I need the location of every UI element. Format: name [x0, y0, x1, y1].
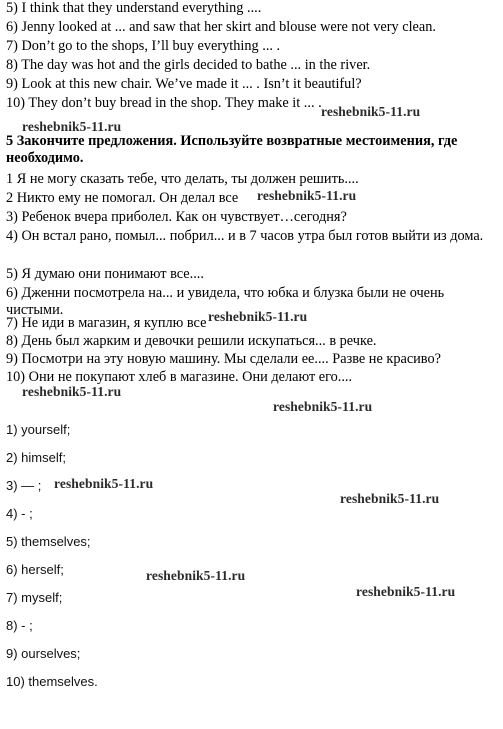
watermark: reshebnik5-11.ru: [321, 104, 421, 119]
russian-item-10: 10) Они не покупают хлеб в магазине. Они делают его....: [6, 369, 353, 385]
russian-item-1: 1 Я не могу сказать тебе, что делать, ты должен решить....: [6, 171, 359, 187]
russian-item-6: 6) Дженни посмотрела на... и увидела, что юбка и блузка были не очень чистыми.: [6, 285, 445, 318]
english-item-5: 5) I think that they understand everything ....: [6, 0, 262, 16]
answer-8: 8) - ;: [6, 618, 33, 633]
watermark: reshebnik5-11.ru: [22, 384, 122, 399]
answer-6: 6) herself;: [6, 562, 64, 577]
answer-4: 4) - ;: [6, 506, 33, 521]
english-item-7: 7) Don’t go to the shops, I’ll buy everything ... .: [6, 38, 281, 54]
english-item-10: 10) They don’t buy bread in the shop. They make it ... .: [6, 95, 322, 111]
answer-10: 10) themselves.: [6, 674, 98, 689]
russian-item-7: 7) Не иди в магазин, я куплю все: [6, 315, 207, 331]
russian-item-3: 3) Ребенок вчера приболел. Как он чувствует…сегодня?: [6, 209, 347, 225]
watermark: reshebnik5-11.ru: [22, 119, 122, 134]
russian-item-8: 8) День был жарким и девочки решили искупаться... в речке.: [6, 333, 377, 349]
english-item-9: 9) Look at this new chair. We’ve made it ... . Isn’t it beautiful?: [6, 76, 362, 92]
answer-2: 2) himself;: [6, 450, 66, 465]
answer-9: 9) ourselves;: [6, 646, 81, 661]
answer-1: 1) yourself;: [6, 422, 71, 437]
russian-item-4: 4) Он встал рано, помыл... побрил... и в 7 часов утра был готов выйти из дома.: [6, 228, 484, 244]
english-item-8: 8) The day was hot and the girls decided to bathe ... in the river.: [6, 57, 371, 73]
answer-3: 3) — ;: [6, 478, 42, 493]
watermark: reshebnik5-11.ru: [257, 188, 357, 203]
russian-item-2: 2 Никто ему не помогал. Он делал все: [6, 190, 239, 206]
watermark: reshebnik5-11.ru: [146, 568, 246, 583]
watermark: reshebnik5-11.ru: [273, 399, 373, 414]
watermark: reshebnik5-11.ru: [356, 584, 456, 599]
watermark: reshebnik5-11.ru: [208, 309, 308, 324]
russian-item-5: 5) Я думаю они понимают все....: [6, 266, 204, 282]
russian-item-9: 9) Посмотри на эту новую машину. Мы сделали ее.... Разве не красиво?: [6, 351, 441, 367]
watermark: reshebnik5-11.ru: [54, 476, 154, 491]
english-item-6: 6) Jenny looked at ... and saw that her skirt and blouse were not very clean.: [6, 19, 436, 35]
answer-7: 7) myself;: [6, 590, 63, 605]
task-heading: 5 Закончите предложения. Используйте возвратные местоимения, где необходимо.: [6, 133, 458, 166]
answer-5: 5) themselves;: [6, 534, 91, 549]
watermark: reshebnik5-11.ru: [340, 491, 440, 506]
